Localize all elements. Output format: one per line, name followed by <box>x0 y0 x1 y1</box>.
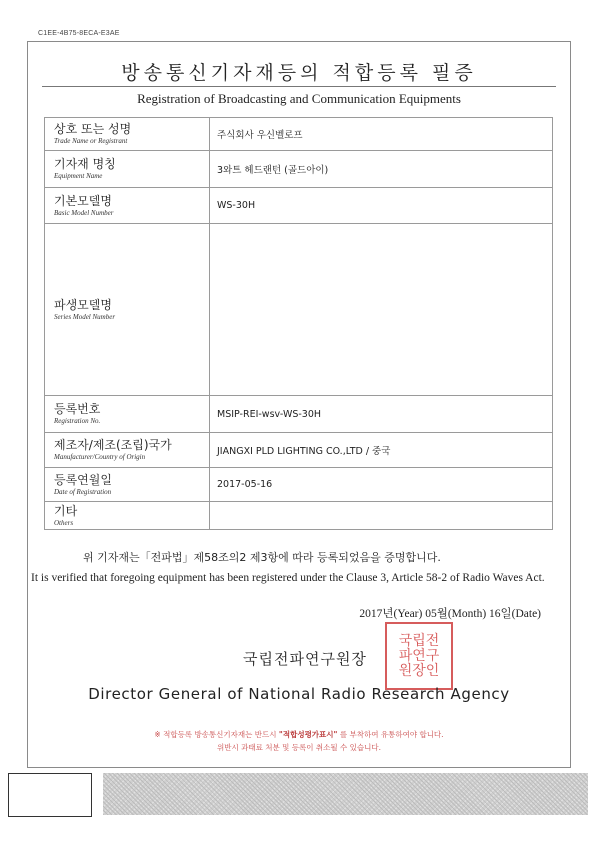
blank-box <box>8 773 92 817</box>
director-title-korean: 국립전파연구원장 <box>243 650 367 668</box>
seal-line: 파연구 <box>398 647 440 664</box>
label-korean: 등록연월일 <box>54 472 112 487</box>
label-korean: 파생모델명 <box>54 297 112 312</box>
table-row <box>45 468 553 502</box>
title-divider <box>42 86 556 87</box>
seal-line: 국립전 <box>398 632 440 649</box>
label-english: Trade Name or Registrant <box>54 137 128 145</box>
row-value: JIANGXI PLD LIGHTING CO.,LTD / 중국 <box>210 433 553 468</box>
label-korean: 상호 또는 성명 <box>54 122 132 136</box>
certification-statement-korean: 위 기자재는「전파법」제58조의2 제3항에 따라 등록되었음을 증명합니다. <box>83 551 441 564</box>
table-row <box>45 502 553 530</box>
title-korean: 방송통신기자재등의 적합등록 필증 <box>121 62 477 84</box>
table-row <box>45 396 553 433</box>
label-english: Equipment Name <box>54 172 103 180</box>
notice-text: 를 부착하여 유통하여야 합니다. <box>339 730 444 739</box>
label-korean: 기본모델명 <box>54 193 112 208</box>
row-label-cell <box>45 151 210 188</box>
label-english: Registration No. <box>54 417 101 425</box>
row-label-cell <box>45 224 210 396</box>
row-label-cell <box>45 396 210 433</box>
title-english: Registration of Broadcasting and Communication Equipments <box>137 91 461 106</box>
notice-emphasis: "적합성평가표시" <box>278 730 338 739</box>
row-value <box>210 502 553 530</box>
notice-text: ※ 적합등록 방송통신기자재는 반드시 <box>154 730 277 739</box>
row-label-cell <box>45 433 210 468</box>
row-value: 3와트 헤드랜턴 (골드아이) <box>210 151 553 188</box>
table-row <box>45 433 553 468</box>
row-label-cell <box>45 468 210 502</box>
notice-line-2: 위반시 과태료 처분 및 등록이 취소될 수 있습니다. <box>217 743 381 752</box>
label-korean: 기타 <box>54 503 78 518</box>
conformity-notice <box>28 728 570 754</box>
row-value <box>210 224 553 396</box>
row-label-cell <box>45 188 210 224</box>
official-seal-stamp <box>385 622 453 690</box>
certificate-frame <box>27 41 571 768</box>
label-english: Series Model Number <box>54 312 116 321</box>
label-english: Others <box>54 518 74 527</box>
redacted-scan-strip <box>103 773 588 815</box>
row-value: 2017-05-16 <box>210 468 553 502</box>
label-english: Basic Model Number <box>54 208 114 217</box>
row-label-cell <box>45 118 210 151</box>
notice-line-1 <box>28 728 570 741</box>
row-label-cell <box>45 502 210 530</box>
table-row <box>45 224 553 396</box>
table-row <box>45 151 553 188</box>
row-value: WS-30H <box>210 188 553 224</box>
label-korean: 제조자/제조(조립)국가 <box>54 438 172 452</box>
table-row <box>45 188 553 224</box>
seal-line: 원장인 <box>398 662 440 679</box>
director-title-english: Director General of National Radio Research Agency <box>88 685 510 703</box>
issue-date: 2017년(Year) 05월(Month) 16일(Date) <box>359 608 541 620</box>
label-english: Date of Registration <box>54 487 112 496</box>
label-korean: 기자재 명칭 <box>54 157 116 171</box>
certification-statement-english: It is verified that foregoing equipment has been registered under the Clause 3, Article 58-2 of Radio Waves Act. <box>31 572 545 584</box>
label-english: Manufacturer/Country of Origin <box>54 453 146 461</box>
label-korean: 등록번호 <box>54 402 101 416</box>
registration-table <box>44 117 553 530</box>
row-value: MSIP-REI-wsv-WS-30H <box>210 396 553 433</box>
table-row <box>45 118 553 151</box>
row-value: 주식회사 우신벨로프 <box>210 118 553 151</box>
document-id: C1EE-4B75-8ECA-E3AE <box>38 30 120 37</box>
